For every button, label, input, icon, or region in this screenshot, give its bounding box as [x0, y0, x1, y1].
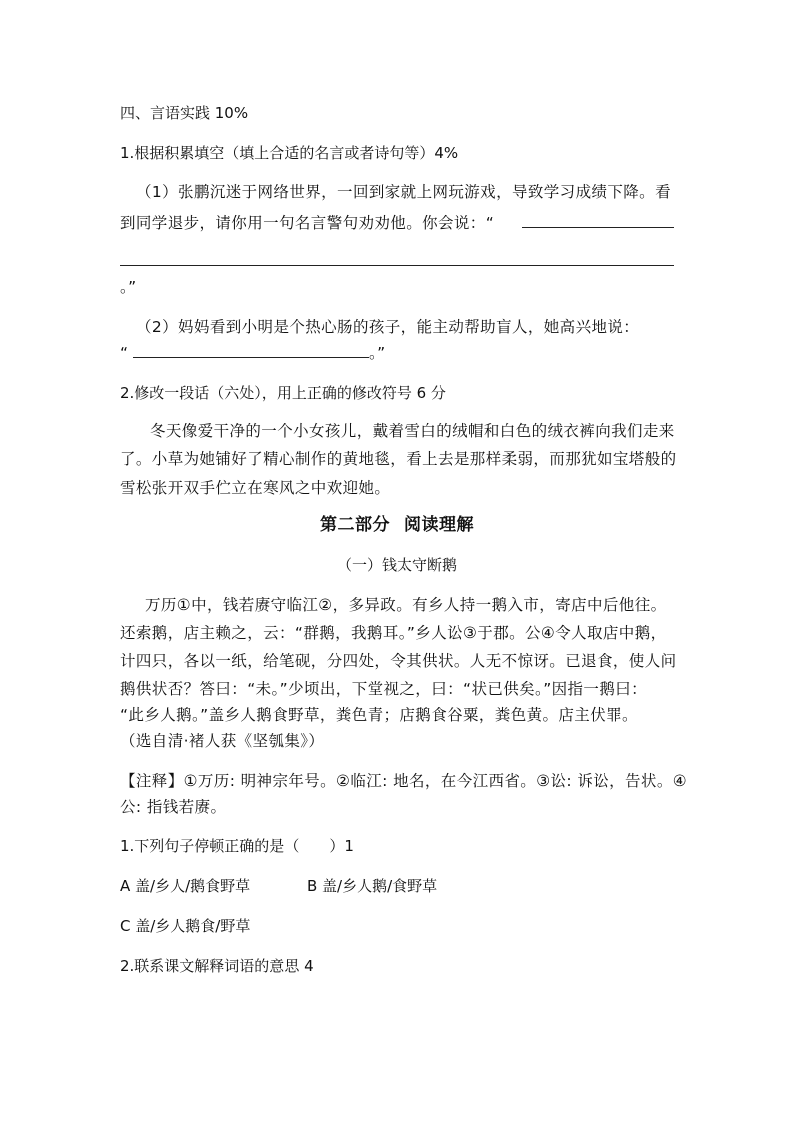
q1-item2-open-quote: “: [120, 344, 129, 362]
q1-item1-line2: 到同学退步，请你用一句名言警句劝劝他。你会说：“: [120, 214, 495, 232]
q1-item1-answer-blank-line2[interactable]: [120, 265, 674, 266]
reading-q1-option-a: A 盖/乡人/鹅食野草: [120, 877, 251, 895]
passage-line5: “此乡人鹅。”盖乡人鹅食野草，粪色青；店鹅食谷粟，粪色黄。店主伏罪。: [120, 706, 638, 724]
q1-item2-end: 。”: [369, 344, 386, 362]
passage-line2: 还索鹅，店主赖之，云：“群鹅，我鹅耳。”乡人讼③于郡。公④令人取店中鹅，: [120, 624, 667, 642]
q1-item1-answer-blank[interactable]: [522, 227, 674, 228]
notes-line2: 公: 指钱若赓。: [120, 798, 227, 816]
section-heading: 四、言语实践 10%: [120, 104, 249, 122]
reading-q1-option-c: C 盖/乡人鹅食/野草: [120, 917, 251, 935]
passage-line3: 计四只，各以一纸，给笔砚，分四处，令其供状。人无不惊讶。已退食，使人问: [120, 652, 677, 670]
q2-paragraph-line1: 冬天像爱干净的一个小女孩儿，戴着雪白的绒帽和白色的绒衣裤向我们走来: [150, 422, 675, 440]
part-title-a: 第二部分: [320, 515, 390, 535]
part-title-b: 阅读理解: [404, 515, 474, 535]
question-1-title: 1.根据积累填空（填上合适的名言或者诗句等）4%: [120, 144, 459, 162]
q1-item1-line1: （1）张鹏沉迷于网络世界，一回到家就上网玩游戏，导致学习成绩下降。看: [136, 183, 671, 201]
q1-item2-line1: （2）妈妈看到小明是个热心肠的孩子，能主动帮助盲人，她高兴地说：: [136, 318, 640, 336]
part-title: [120, 514, 674, 536]
reading-q2-title: 2.联系课文解释词语的意思 4: [120, 957, 314, 975]
reading-q1-option-b: B 盖/乡人鹅/食野草: [307, 877, 438, 895]
notes-line1: 【注释】①万历: 明神宗年号。②临江: 地名，在今江西省。③讼: 诉讼，告状。④: [120, 772, 688, 790]
q1-item1-end: 。”: [120, 278, 137, 296]
passage-line1: 万历①中，钱若赓守临江②，多异政。有乡人持一鹅入市，寄店中后他往。: [145, 596, 667, 614]
passage-source: （选自清·褚人获《坚瓠集》）: [120, 732, 325, 750]
q2-paragraph-line2: 了。小草为她铺好了精心制作的黄地毯，看上去是那样柔弱，而那犹如宝塔般的: [120, 450, 677, 468]
reading-q1-title: 1.下列句子停顿正确的是（ ）1: [120, 837, 354, 855]
q1-item2-answer-blank[interactable]: [133, 357, 369, 358]
passage-line4: 鹅供状否？答曰：“未。”少顷出，下堂视之，曰：“状已供矣。”因指一鹅曰：: [120, 680, 648, 698]
question-2-title: 2.修改一段话（六处），用上正确的修改符号 6 分: [120, 384, 446, 402]
passage-title: （一）钱太守断鹅: [336, 556, 457, 574]
q2-paragraph-line3: 雪松张开双手伫立在寒风之中欢迎她。: [120, 479, 391, 497]
